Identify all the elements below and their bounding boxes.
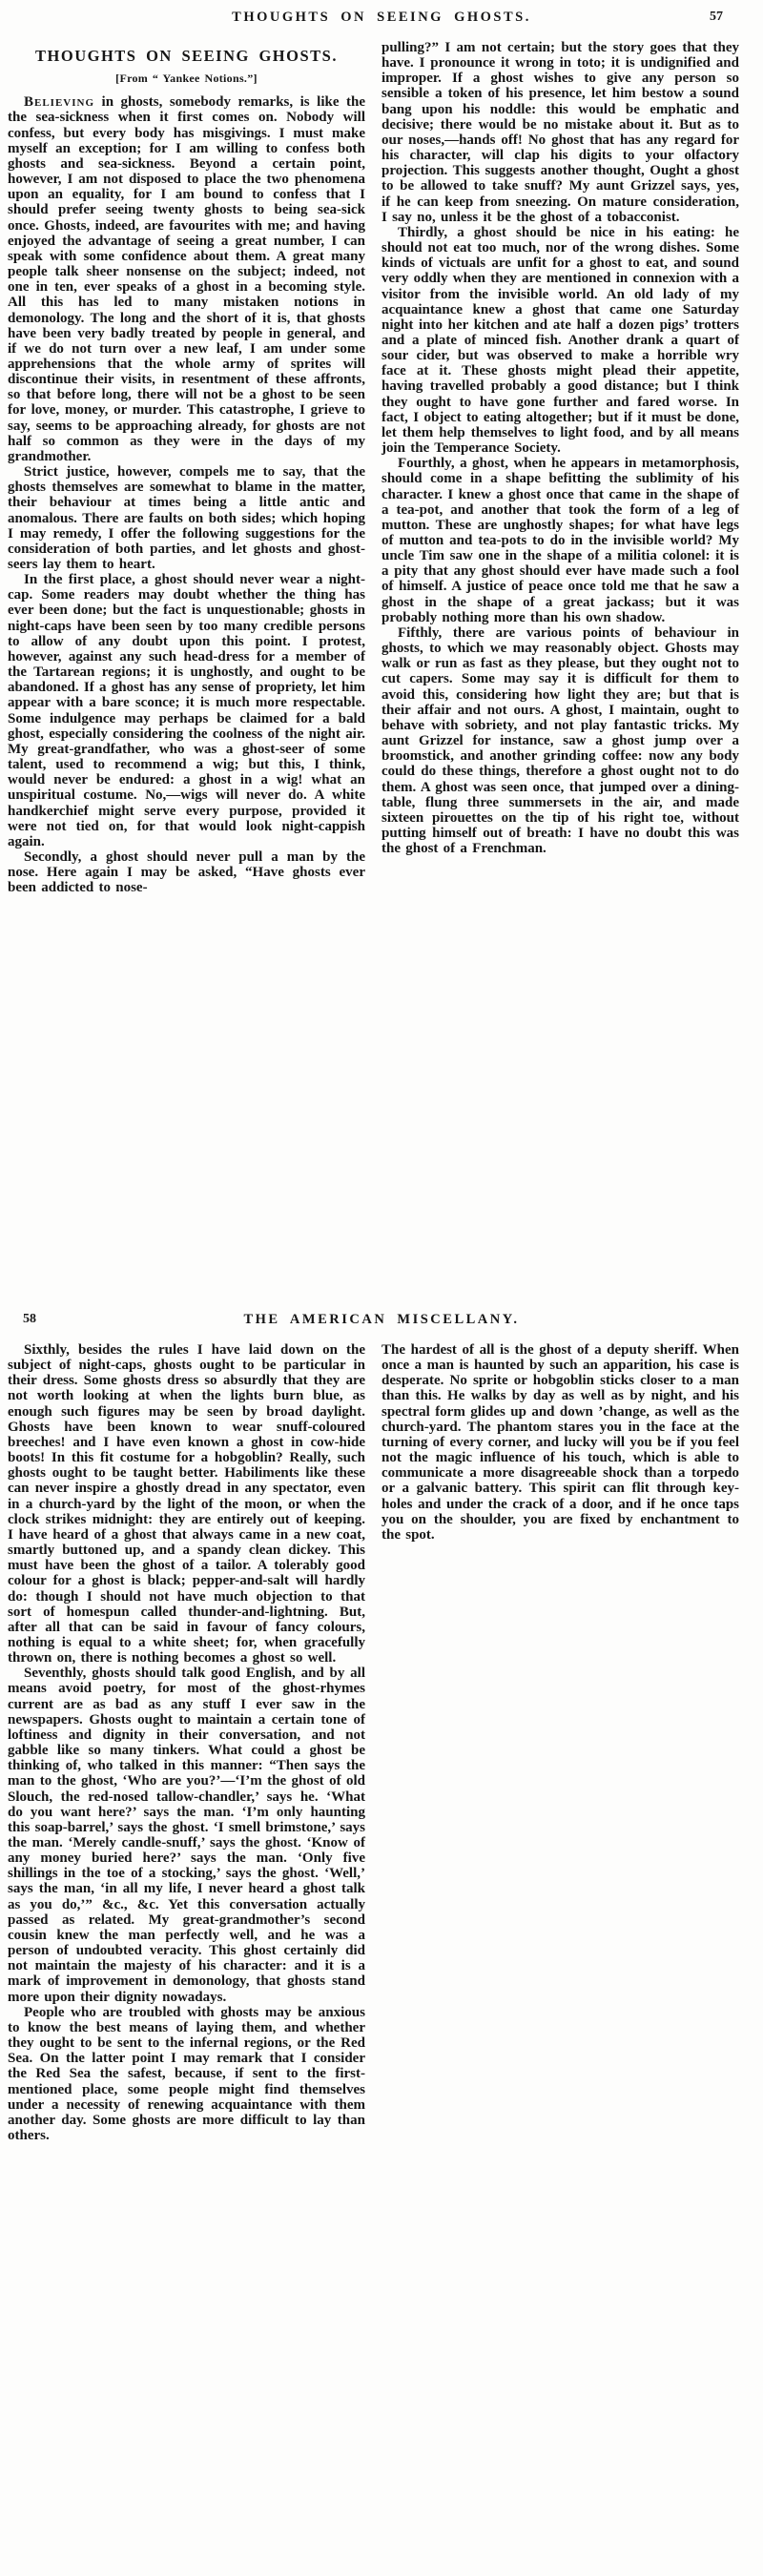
article-source: [From “ Yankee Notions.”]: [115, 72, 258, 86]
page-58-right-column: [382, 1342, 739, 2143]
lead-word: Believing: [24, 94, 95, 111]
paragraph-seventhly: Seventhly, ghosts should talk good English, and by all means avoid poetry, for most of the ghost-rhymes current are as bad as any stuff I ever saw in the newspapers. Ghosts ought to maintain a certain tone of loftiness and dignity in their conversation, and not gabble like so many tinkers. What could a ghost be thinking of, who talked in this manner: “Then says the man to the ghost, ‘Who are you?’—‘I’m the ghost of old Slouch, the red-nosed tallow-chandler,’ says he. ‘What do you want here?’ says the man. ‘I’m only haunting this soap-barrel,’ says the ghost. ‘I smell brimstone,’ says the man. ‘Merely candle-snuff,’ says the ghost. ‘Know of any money buried here?’ says the man. ‘Only five shillings in the toe of a stocking,’ says the ghost. ‘Well,’ says the man, ‘in all my life, I never heard a ghost talk as you do,’” &c., &c. Yet this conversation actually passed as related. My great-grandmother’s second cousin knew the man perfectly well, and he was a person of undoubted veracity. This ghost certainly did not maintain the majesty of his character: and it is a mark of improvement in demonology, that ghosts stand more upon their dignity nowadays.: [8, 1666, 365, 2005]
page-57: [0, 0, 763, 1268]
paragraph-fifthly: Fifthly, there are various points of behaviour in ghosts, to which we may reasonably object. Ghosts may walk or run as fast as they please, but they ought not to cut capers. Some may say it is difficult for them to avoid this, considering how light they are; but that is their affair and not ours. A ghost, I maintain, ought to behave with sobriety, and not play fantastic tricks. My aunt Grizzel for instance, saw a ghost jump over a broomstick, and another grinding coffee: now any body could do these things, therefore a ghost ought not to do them. A ghost was seen once, that jumped over a dining-table, flung three summersets in the air, and made sixteen pirouettes on the tip of his right toe, without putting himself out of breath: I have no doubt this was the ghost of a Frenchman.: [382, 624, 739, 857]
page-number-57: 57: [710, 10, 723, 24]
paragraph-laying-ghosts: People who are troubled with ghosts may be anxious to know the best means of laying them, and whether they ought to be sent to the infernal regions, or the Red Sea. On the latter point I may remark that I consider the Red Sea the safest, because, if sent to the first-mentioned place, some people might find themselves under a necessity of renewing acquaintance with them another day. Some ghosts are more difficult to lay than others.: [8, 2004, 365, 2143]
page-number-58: 58: [23, 1312, 36, 1326]
running-header-title-58: THE AMERICAN MISCELLANY.: [243, 1312, 520, 1327]
page-58-left-column: [8, 1342, 365, 2143]
page-58: [0, 1268, 763, 2576]
paragraph-secondly-continued: pulling?” I am not certain; but the story goes that they have. I pronounce it wrong in toto; it is undignified and improper. If a ghost wishes to give any person so sensible a token of his presence, let him bestow a sound bang upon his noddle: this would be emphatic and decisive; there would be no mistake about it. But as to our noses,—hands off! No ghost that has any regard for his character, will clap his digits to your olfactory projection. This suggests another thought, Ought a ghost to be allowed to take snuff? My aunt Grizzel says, yes, if he can keep from sneezing. On mature consideration, I say no, unless it be the ghost of a tobacconist.: [382, 40, 739, 225]
running-header-57: [8, 10, 755, 31]
article-title: THOUGHTS ON SEEING GHOSTS.: [35, 47, 338, 65]
running-header-title: THOUGHTS ON SEEING GHOSTS.: [232, 10, 531, 25]
paragraph-secondly: Secondly, a ghost should never pull a man by the nose. Here again I may be asked, “Have ghosts ever been addicted to nose-: [8, 848, 365, 896]
paragraph-fourthly: Fourthly, a ghost, when he appears in metamorphosis, should come in a shape befitting the sublimity of his character. I knew a ghost once that came in the shape of a tea-pot, and another that took the form of a leg of mutton. These are unghostly shapes; for what have legs of mutton and tea-pots to do in the invisible world? My uncle Tim saw one in the shape of a militia colonel: it is a pity that any ghost should ever have made such a fool of himself. A justice of peace once told me that he saw a ghost in the shape of a great jackass; but it was probably nothing more than his own shadow.: [382, 456, 739, 625]
paragraph-believing: [8, 94, 365, 464]
paragraph-sixthly: Sixthly, besides the rules I have laid down on the subject of night-caps, ghosts ought to be particular in their dress. Some ghosts dress so absurdly that they are not worth looking at when the lights burn blue, as enough such figures may be seen by broad daylight. Ghosts have been known to wear snuff-coloured breeches! and I have even known a ghost in cow-hide boots! In this fit costume for a hobgoblin? Really, such ghosts ought to be taught better. Habiliments like these can never inspire a ghostly dread in any spectator, even in a church-yard by the light of the moon, or when the clock strikes midnight: they are entirely out of keeping. I have heard of a ghost that always came in a new coat, smartly buttoned up, and a spandy clean dickey. This must have been the ghost of a tailor. A tolerably good colour for a ghost is black; pepper-and-salt will hardly do: though I should not have much objection to that sort of homespun called thunder-and-lightning. But, after all that can be said in favour of fancy colours, nothing is equal to a white sheet; for, when gracefully thrown on, there is nothing becomes a ghost so well.: [8, 1342, 365, 1666]
page-57-columns: [8, 40, 755, 895]
paragraph-deputy-sheriff: The hardest of all is the ghost of a deputy sheriff. When once a man is haunted by such an apparition, his case is desperate. No sprite or hobgoblin sticks closer to a man than this. He walks by day as well as by night, and his spectral form glides up and down ’change, as well as the church-yard. The phantom stares you in the face at the turning of every corner, and lucky will you be if you feel not the magic influence of his touch, which is able to communicate a more disagreeable shock than a torpedo or a galvanic battery. This spirit can flit through key-holes and under the crack of a door, and if he once taps you on the shoulder, you are fixed by enchantment to the spot.: [382, 1342, 739, 1543]
paragraph-strict-justice: Strict justice, however, compels me to say, that the ghosts themselves are somewhat to blame in the matter, their behaviour at times being a little antic and anomalous. There are faults on both sides; which hoping I may remedy, I offer the following suggestions for the consideration of both parties, and let ghosts and ghost-seers lay them to heart.: [8, 464, 365, 572]
page-57-right-column: [382, 40, 739, 895]
page-57-left-column: [8, 40, 365, 895]
running-header-58: [8, 1312, 755, 1333]
paragraph-thirdly: Thirdly, a ghost should be nice in his eating: he should not eat too much, nor of the wrong dishes. Some kinds of victuals are unfit for a ghost to eat, and sound very oddly when they are mentioned in connexion with a visitor from the invisible world. An old lady of my acquaintance knew a ghost that came one Saturday night into her kitchen and ate half a dozen pigs’ trotters and a plate of minced fish. Another drank a quart of sour cider, but was observed to make a horrible wry face at it. These ghosts might plead their appetite, having travelled probably a good distance; but I think they ought to have gone further and fared worse. In fact, I object to eating altogether; but if it must be done, let them help themselves to light food, and by all means join the Temperance Society.: [382, 224, 739, 457]
paragraph-believing-text: in ghosts, somebody remarks, is like the the sea-sickness when it first comes on. Nobody will confess, but every body has misgivings. I must make myself an exception; for I am willing to confess both ghosts and sea-sickness. Beyond a certain point, however, I am not disposed to place the two phenomena upon an equality, for I am bound to confess that I should prefer seeing twenty ghosts to being sea-sick once. Ghosts, indeed, are favourites with me; and having enjoyed the advantage of seeing a great number, I can speak with some confidence about them. A great many people talk sheer nonsense on the subject; indeed, not one in ten, ever speaks of a ghost in a becoming style. All this has led to many mistaken notions in demonology. The long and the short of it is, that ghosts have been very badly treated by people in general, and if we do not turn over a new leaf, I am under some apprehensions that the whole army of sprites will discontinue their visits, in resentment of these affronts, so that before long, there will not be a ghost to be seen for love, money, or murder. This catastrophe, I grieve to say, seems to be approaching already, for ghosts are not half so common as they were in the days of my grandmother.: [8, 94, 365, 464]
paragraph-first-place: In the first place, a ghost should never wear a night-cap. Some readers may doubt whether the thing has ever been done; but the fact is unquestionable; ghosts in night-caps have been seen by too many credible persons to allow of any doubt upon this point. I protest, however, against any such head-dress for a member of the Tartarean regions; it is unghostly, and ought to be abandoned. If a ghost has any sense of propriety, let him appear with a bare sconce; it is much more respectable. Some indulgence may perhaps be claimed for a bald ghost, especially considering the coolness of the night air. My great-grandfather, who was a ghost-seer of some talent, used to recommend a wig; but this, I think, would never be endured: a ghost in a wig! what an unspiritual costume. No,—wigs will never do. A white handkerchief might serve every purpose, provided it were not tied on, for that would look night-cappish again.: [8, 572, 365, 849]
page-58-columns: [8, 1342, 755, 2143]
